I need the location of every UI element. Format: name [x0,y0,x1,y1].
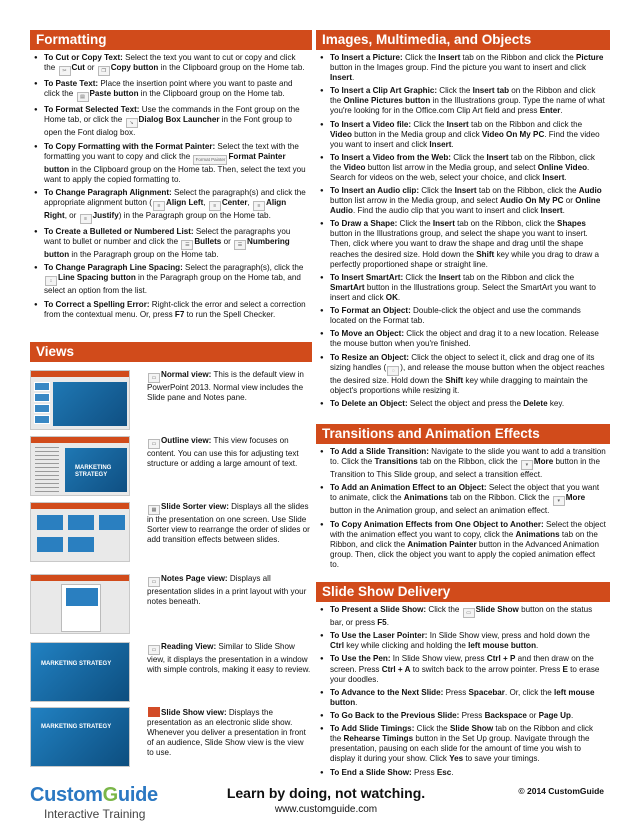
format-painter-icon[interactable]: Format Painter [193,155,227,165]
justify-icon[interactable]: ≡ [80,214,92,224]
list-item: ● To Format an Object: Double-click the object and use the commands located on the Format tab. [320,306,606,326]
outline-view-icon[interactable]: ▭ [148,439,160,449]
left-column [30,30,312,764]
notes-page-thumbnail [30,574,130,634]
transitions-list [316,444,610,582]
list-item: ● To End a Slide Show: Press Esc. [320,768,606,778]
outline-view-thumbnail: MARKETING STRATEGY [30,436,130,496]
align-right-icon[interactable]: ≡ [253,201,265,211]
list-item: ● To Delete an Object: Select the object and press the Delete key. [320,399,606,409]
slide-sorter-icon[interactable]: ▦ [148,505,160,515]
list-item: ● To Add a Slide Transition: Navigate to the slide you want to add a transition to. Click the Transitions tab on the Ribbon, click the ▾ More button in the Transition to This Slide group, and select a transition effect. [320,447,606,480]
list-item: ● To Change Paragraph Line Spacing: Select the paragraph(s), click the ↕ Line Spacing button in the Paragraph group on the Home tab, and select an option from the list. [34,263,308,296]
paste-icon[interactable]: ▤ [77,92,89,102]
notes-page-icon[interactable]: ▭ [148,577,160,587]
list-item: ● To Use the Laser Pointer: In Slide Show view, press and hold down the Ctrl key while clicking and holding the left mouse button. [320,631,606,651]
list-item: ● To Go Back to the Previous Slide: Press Backspace or Page Up. [320,711,606,721]
numbering-icon[interactable]: ☰ [234,240,246,250]
list-item: ● To Insert SmartArt: Click the Insert tab on the Ribbon and click the SmartArt button in the Illustrations group. Select the SmartArt you want to insert and click OK. [320,273,606,303]
brand-subtitle: Interactive Training [44,807,146,821]
list-item: ● To Present a Slide Show: Click the ▭ Slide Show button on the status bar, or press F5. [320,605,606,628]
center-icon[interactable]: ≡ [209,201,221,211]
align-left-icon[interactable]: ≡ [153,201,165,211]
view-row-normal [30,370,312,430]
views-section [30,364,312,764]
view-description: ▦ Slide Sorter view: Displays all the slides in the presentation on one screen. Use Slide Sorter view to rearrange the order of slides or add transition effects between slides. [147,502,310,545]
list-item: ● To Cut or Copy Text: Select the text you want to cut or copy and click the ✂ Cut or ❐ Copy button in the Clipboard group on the Home tab. [34,53,308,76]
list-item: ● To Add an Animation Effect to an Object: Select the object that you want to animate, click the Animations tab on the Ribbon. Click the ▾ More button in the Animation group, and select an animation effect. [320,483,606,516]
list-item: ● To Paste Text: Place the insertion point where you want to paste and click the ▤ Paste button in the Clipboard group on the Home tab. [34,79,308,102]
list-item: ● To Correct a Spelling Error: Right-click the error and select a correction from the contextual menu. Or, press F7 to run the Spell Checker. [34,300,308,320]
transitions-header: Transitions and Animation Effects [316,424,610,444]
view-description: ▭ Outline view: This view focuses on content. You can use this for adjusting text structure or adding a large amount of text. [147,436,299,469]
more-icon[interactable]: ▾ [521,460,533,470]
list-item: ● To Advance to the Next Slide: Press Spacebar. Or, click the left mouse button. [320,688,606,708]
views-header: Views [30,342,312,362]
list-item: ● To Resize an Object: Click the object to select it, click and drag one of its sizing handles ( ◌ ), and release the mouse button when the object reaches the desired size. Hold down the Shift key while dragging to maintain the object's proportions while resizing it. [320,353,606,396]
list-item: ● To Draw a Shape: Click the Insert tab on the Ribbon, click the Shapes button in the Illustrations group, and select the shape you want to insert. Then, click where you want to draw the shape and drag until the shape reaches the desired size. Hold down the Shift key while you drag to draw a perfectly proportioned shape or straight line. [320,219,606,269]
footer [30,783,610,823]
tagline: Learn by doing, not watching. [226,785,426,801]
list-item: ● To Insert a Clip Art Graphic: Click the Insert tab on the Ribbon and click the Online Pictures button in the Illustrations group. Type the name of what you're looking for in the Office.com Clip Art field and press Enter. [320,86,606,116]
bullets-icon[interactable]: ☰ [181,240,193,250]
copy-icon[interactable]: ❐ [98,66,110,76]
formatting-header: Formatting [30,30,312,50]
view-row-notes-page [30,574,312,634]
slide-show-view-thumbnail: MARKETING STRATEGY [30,707,130,767]
view-description: ▭ Normal view: This is the default view in PowerPoint 2013. Normal view includes the Slide pane and Notes pane. [147,370,304,403]
reading-view-icon[interactable]: ▭ [148,645,160,655]
website-link[interactable]: www.customguide.com [274,804,378,815]
list-item: ● To Move an Object: Click the object and drag it to a new location. Release the mouse button when you're finished. [320,329,606,349]
view-description: ▭ Reading View: Similar to Slide Show view, it displays the presentation in a window with simple controls, making it easy to review. [147,642,311,675]
view-description: ▭ Notes Page view: Displays all presentation slides in a print layout with your notes beneath. [147,574,307,607]
slide-sorter-thumbnail [30,502,130,562]
slideshow-header: Slide Show Delivery [316,582,610,602]
brand-logo[interactable]: CustomGuide [30,784,158,806]
right-column [316,30,610,781]
cut-icon[interactable]: ✂ [59,66,71,76]
list-item: ● To Insert a Video file: Click the Insert tab on the Ribbon and click the Video button in the Media group and click Video On My PC. Find the video you want to insert and click Insert. [320,120,606,150]
view-description: Slide Show view: Displays the presentation as an electronic slide show. Whenever you deliver a presentation in front of an audience, Slide Show view is the view to use. [147,708,306,758]
view-row-slide-show [30,707,312,767]
view-row-outline [30,436,312,496]
list-item: ● To Add Slide Timings: Click the Slide Show tab on the Ribbon and click the Rehearse Timings button in the Set Up group. Navigate through the presentation, pausing on each slide for the amount of time you wish to display it during your show. Click Yes to save your timings. [320,724,606,764]
view-row-reading [30,642,312,702]
list-item: ● To Change Paragraph Alignment: Select the paragraph(s) and click the appropriate alignment button ( ≡ Align Left, ≡ Center, ≡ Align Right, or ≡ Justify) in the Paragraph group on the Home tab. [34,188,308,224]
list-item: ● To Insert a Video from the Web: Click the Insert tab on the Ribbon, click the Video button list arrow in the Media group, and select Online Video. Search for videos on the web, select your choice, and click Insert. [320,153,606,183]
slideshow-list [316,602,610,778]
list-item: ● To Copy Formatting with the Format Painter: Select the text with the formatting you want to copy and click the Format Painter Format Painter button in the Clipboard group on the Home tab. Then, select the text you want to apply the copied formatting to. [34,142,308,185]
slide-show-icon[interactable]: ▭ [463,608,475,618]
sizing-handle-icon: ◌ [387,366,399,376]
formatting-list [30,50,312,342]
list-item: ● To Create a Bulleted or Numbered List: Select the paragraphs you want to bullet or number and click the ☰ Bullets or ☰ Numbering button in the Paragraph group on the Home tab. [34,227,308,260]
images-header: Images, Multimedia, and Objects [316,30,610,50]
normal-view-icon[interactable]: ▭ [148,373,160,383]
slide-show-icon[interactable] [148,707,160,717]
view-row-slide-sorter [30,502,312,562]
list-item: ● To Format Selected Text: Use the commands in the Font group on the Home tab, or click the ↘ Dialog Box Launcher in the Font group to open the Font dialog box. [34,105,308,138]
normal-view-thumbnail [30,370,130,430]
list-item: ● To Use the Pen: In Slide Show view, press Ctrl + P and then draw on the screen. Press Ctrl + A to switch back to the arrow pointer. Press E to erase your doodles. [320,654,606,684]
dialog-launcher-icon[interactable]: ↘ [126,118,138,128]
line-spacing-icon[interactable]: ↕ [45,276,57,286]
list-item: ● To Insert a Picture: Click the Insert tab on the Ribbon and click the Picture button in the Images group. Find the picture you want to insert and click Insert. [320,53,606,83]
more-icon[interactable]: ▾ [553,496,565,506]
copyright: © 2014 CustomGuide [518,786,604,796]
reading-view-thumbnail: MARKETING STRATEGY [30,642,130,702]
images-list [316,50,610,424]
list-item: ● To Copy Animation Effects from One Object to Another: Select the object with the animation effect you want to copy, click the Animations tab on the Ribbon, and click the Animation Painter button in the Advanced Animation group. Then, click the object you want to apply the copied animation effect to. [320,520,606,570]
list-item: ● To Insert an Audio clip: Click the Insert tab on the Ribbon, click the Audio button list arrow in the Media group, and select Audio On My PC or Online Audio. Find the audio clip that you want to insert and click Insert. [320,186,606,216]
